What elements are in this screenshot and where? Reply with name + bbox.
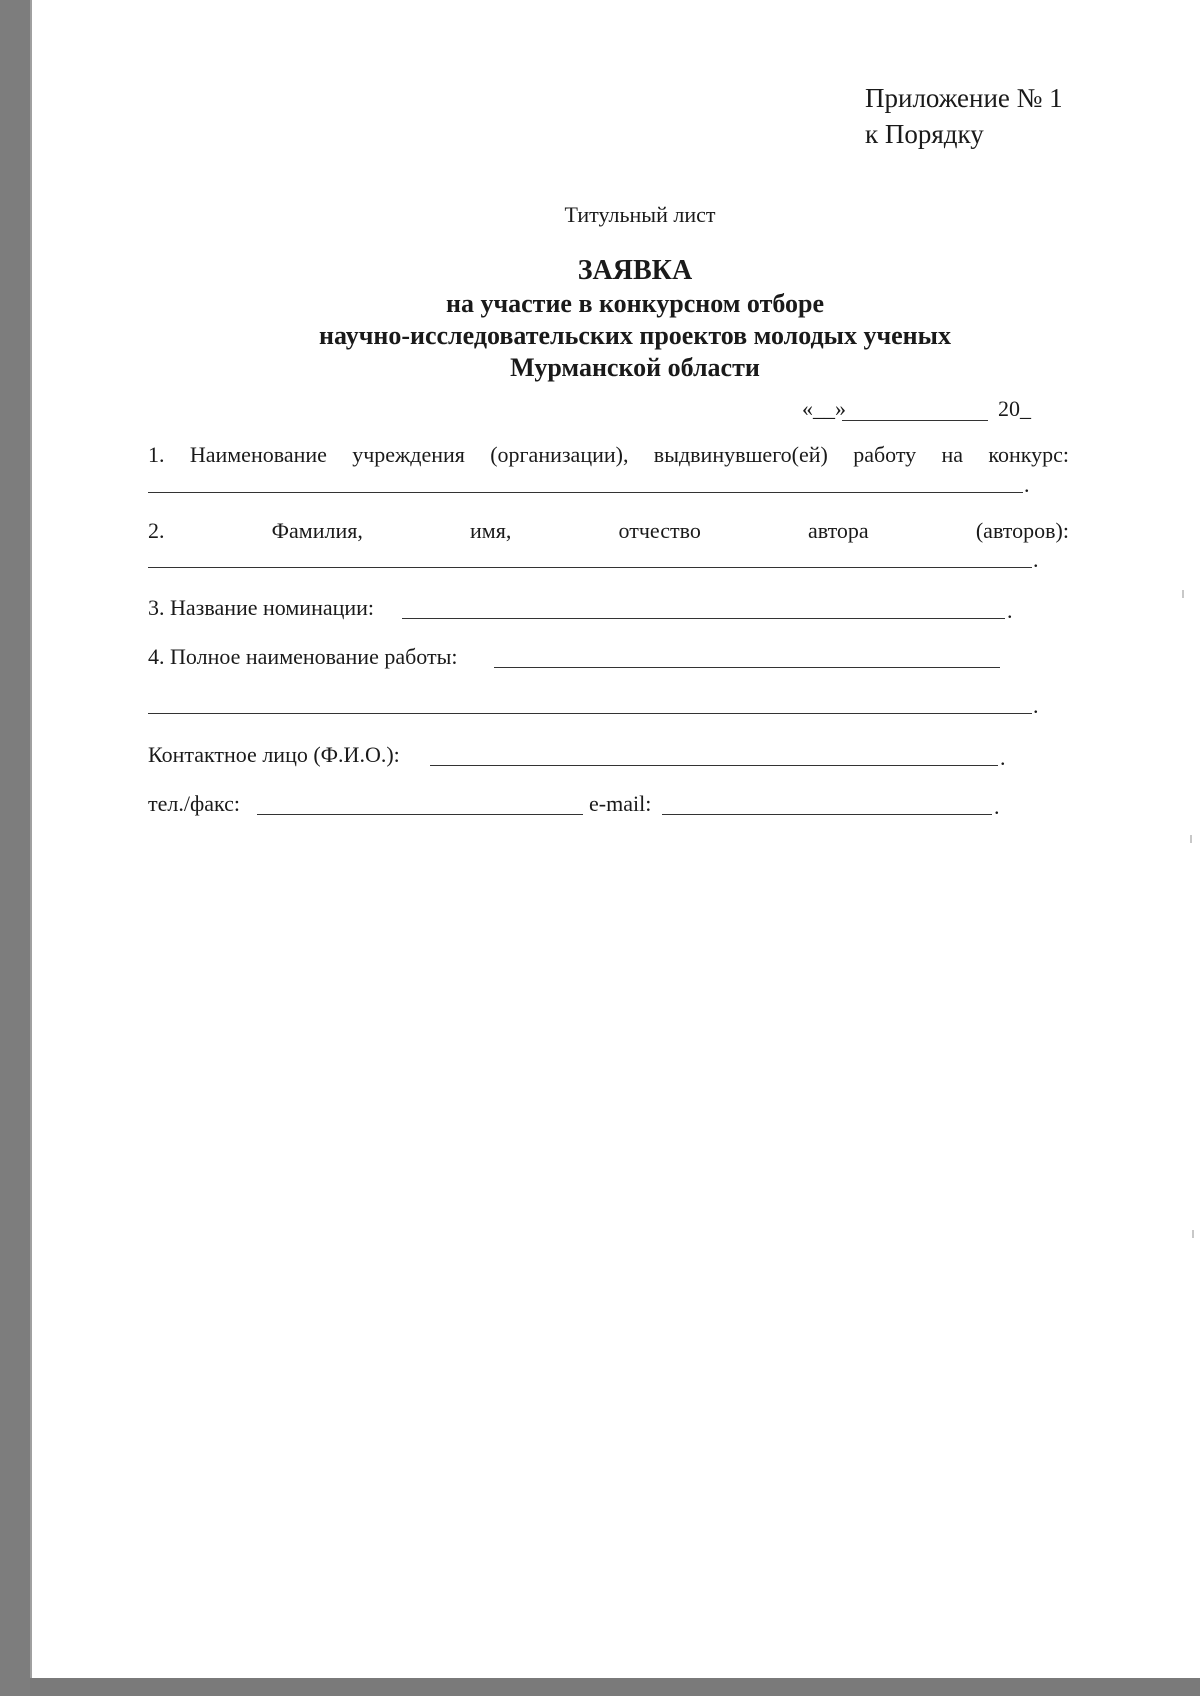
field-authors-label	[148, 518, 1069, 544]
field-phone-label: тел./факс:	[148, 791, 241, 816]
field-authors-word-name: имя,	[470, 518, 512, 543]
field-contact-line[interactable]	[430, 765, 998, 766]
field-work-title-period: .	[1033, 693, 1039, 718]
field-institution-period: .	[1024, 472, 1030, 497]
field-email-line[interactable]	[662, 814, 992, 815]
form-subtitle-line-2: научно-исследовательских проектов молодых ученых	[319, 321, 951, 350]
field-contact-label: Контактное лицо (Ф.И.О.):	[148, 742, 400, 767]
field-nomination-period: .	[1007, 598, 1013, 623]
field-work-title-line-1[interactable]	[494, 667, 1000, 668]
field-authors-number: 2.	[148, 518, 165, 543]
form-subtitle-line-1: на участие в конкурсном отборе	[445, 289, 825, 318]
date-year: 20_	[998, 396, 1031, 421]
field-email-period: .	[994, 794, 1000, 819]
scan-artifact	[1192, 1230, 1194, 1238]
field-institution-line[interactable]	[148, 492, 1023, 493]
field-nomination-line[interactable]	[402, 618, 1005, 619]
scan-artifact	[1190, 835, 1192, 843]
appendix-reference	[865, 80, 1063, 152]
field-email-label: e-mail:	[589, 791, 652, 816]
scan-artifact	[1182, 590, 1184, 598]
field-contact-period: .	[1000, 745, 1006, 770]
appendix-number: Приложение № 1	[865, 83, 1063, 113]
field-authors-word-author: автора	[808, 518, 869, 543]
date-month-blank[interactable]	[842, 420, 988, 421]
field-work-title-label: 4. Полное наименование работы:	[148, 644, 458, 669]
date-day-blank: «__»	[802, 396, 846, 421]
field-phone-line[interactable]	[257, 814, 583, 815]
date-row	[802, 396, 846, 422]
field-authors-line[interactable]	[148, 567, 1032, 568]
field-authors-period: .	[1033, 547, 1039, 572]
field-institution-label: 1. Наименование учреждения (организации), выдвинувшего(ей) работу на конкурс:	[148, 442, 1069, 467]
field-authors-word-patronymic: отчество	[618, 518, 701, 543]
form-title: ЗАЯВКА	[577, 255, 693, 286]
sheet-label: Титульный лист	[564, 202, 716, 227]
document-page	[30, 0, 1200, 1678]
scan-bottom-edge	[30, 1678, 1200, 1696]
field-work-title-line-2[interactable]	[148, 713, 1032, 714]
field-nomination-label: 3. Название номинации:	[148, 595, 375, 620]
field-authors-word-authors: (авторов):	[975, 518, 1069, 543]
form-subtitle-line-3: Мурманской области	[510, 353, 760, 382]
appendix-order-ref: к Порядку	[865, 119, 984, 149]
field-authors-word-surname: Фамилия,	[271, 518, 363, 543]
